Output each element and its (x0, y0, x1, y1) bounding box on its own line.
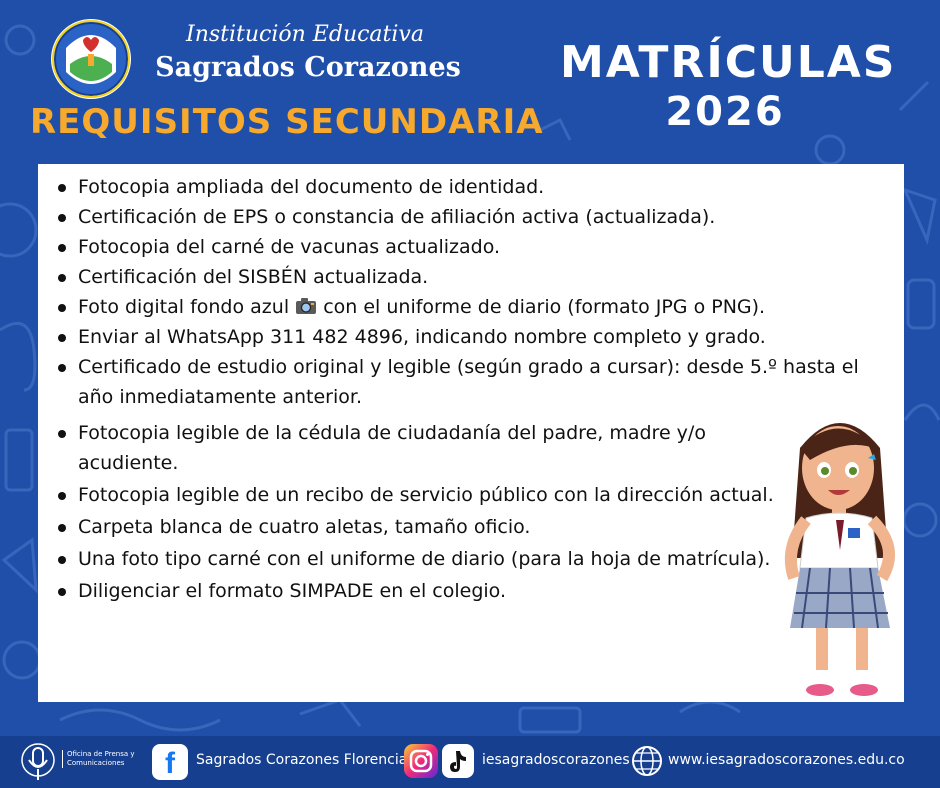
requirement-item: Diligenciar el formato SIMPADE en el colegio. (54, 576, 894, 606)
crest-logo (50, 18, 132, 100)
requirement-text-part-2: con el uniforme de diario (formato JPG o PNG). (323, 296, 766, 318)
globe-icon (630, 744, 664, 778)
requirement-item: Fotocopia del carné de vacunas actualizado. (54, 232, 894, 262)
institution-line-1: Institución Educativa (186, 22, 424, 47)
page-title-line-2: 2026 (665, 88, 785, 135)
institution-line-2: Sagrados Corazones (155, 52, 461, 83)
facebook-icon[interactable] (152, 744, 188, 780)
instagram-icon[interactable] (404, 744, 438, 778)
requirements-subtitle: REQUISITOS SECUNDARIA (30, 102, 544, 142)
girl-illustration (770, 408, 910, 698)
requirements-list (54, 172, 894, 606)
requirement-item: Fotocopia ampliada del documento de identidad. (54, 172, 894, 202)
social-handle-link[interactable]: iesagradoscorazones (482, 752, 630, 768)
requirement-item: Fotocopia legible de un recibo de servicio público con la dirección actual. (54, 480, 794, 510)
requirement-item (54, 292, 894, 322)
requirement-item: Una foto tipo carné con el uniforme de diario (para la hoja de matrícula). (54, 544, 794, 574)
requirement-item: Carpeta blanca de cuatro aletas, tamaño oficio. (54, 512, 894, 542)
camera-icon (295, 297, 317, 315)
requirement-item: Certificación de EPS o constancia de afiliación activa (actualizada). (54, 202, 894, 232)
facebook-glyph: f (165, 747, 175, 780)
press-office-label: Oficina de Prensa y Comunicaciones (62, 750, 142, 768)
requirement-item: Enviar al WhatsApp 311 482 4896, indicando nombre completo y grado. (54, 322, 894, 352)
page-title (560, 37, 897, 135)
page-title-line-1: MATRÍCULAS (560, 37, 897, 88)
requirement-item: Certificado de estudio original y legible (según grado a cursar): desde 5.º hasta el año inmediatamente anterior. (54, 352, 864, 412)
facebook-link[interactable]: Sagrados Corazones Florencia (196, 752, 408, 768)
requirement-item: Fotocopia legible de la cédula de ciudadanía del padre, madre y/o acudiente. (54, 418, 794, 478)
microphone-icon (20, 742, 56, 782)
requirement-text-part-1: Foto digital fondo azul (78, 296, 290, 318)
requirement-item: Certificación del SISBÉN actualizada. (54, 262, 894, 292)
website-link[interactable]: www.iesagradoscorazones.edu.co (668, 752, 905, 768)
tiktok-icon[interactable] (442, 744, 474, 778)
